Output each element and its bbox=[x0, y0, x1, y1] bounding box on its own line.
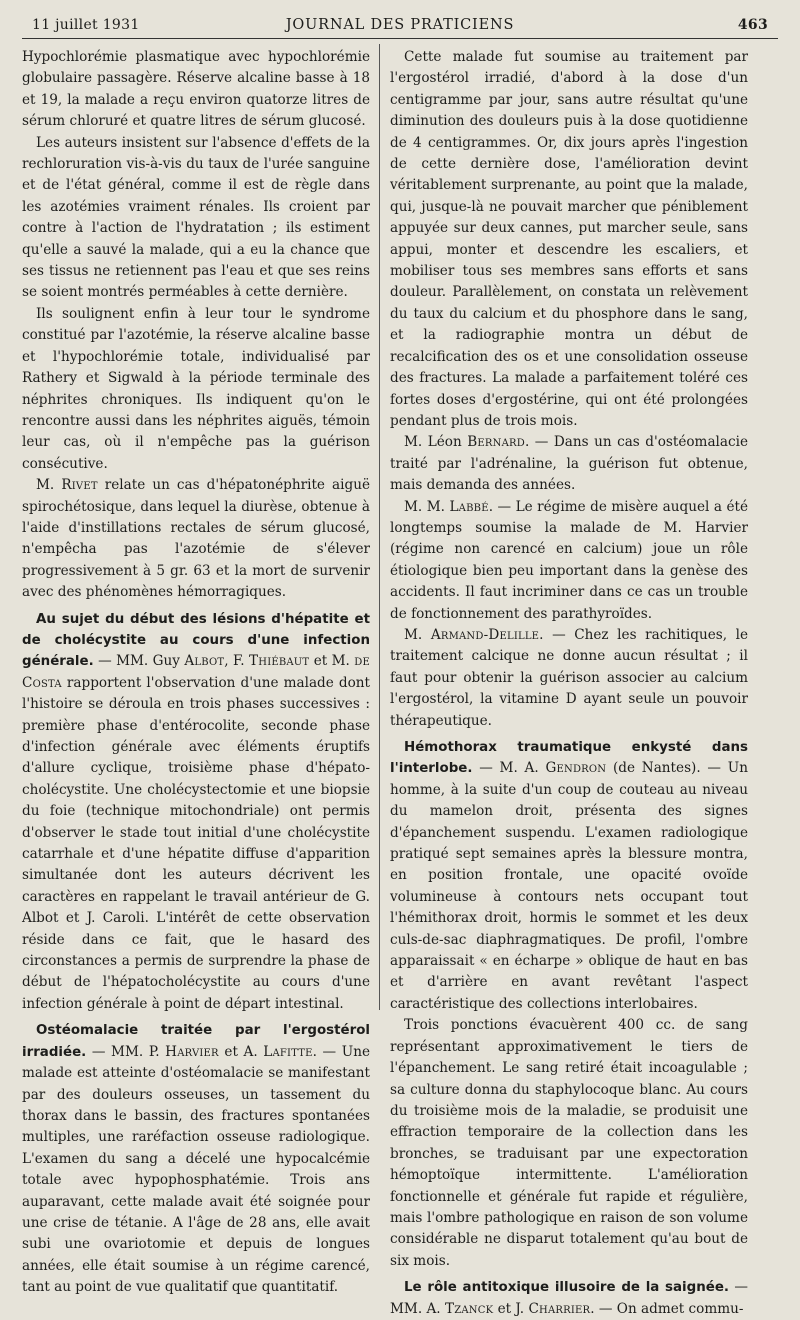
author-separator: , F. bbox=[224, 653, 249, 670]
section-title: Le rôle antitoxique illusoire de la saignée. bbox=[404, 1280, 730, 1296]
author-name: Bernard bbox=[467, 434, 525, 451]
paragraph: Ils soulignent enfin à leur tour le syndrome constitué par l'azotémie, la réserve alcaline basse et l'hypochlorémie totale, individualisé par Rathery et Sigwald à la période terminale des néphrites chroniques. Ils indiquent qu'on le rencontre aussi dans les néphrites aiguës, témoin leur cas, où il n'empêche pas la guérison consécutive. bbox=[22, 305, 370, 472]
section-title: Ostéomalacie traitée par l'ergostérol irradiée. bbox=[22, 1023, 370, 1060]
left-column bbox=[22, 47, 370, 1296]
author-prefix: M. Léon bbox=[404, 434, 468, 451]
author-prefix: M. bbox=[36, 477, 62, 494]
author-name: Labbé bbox=[449, 498, 489, 515]
author-separator: et J. bbox=[493, 1300, 529, 1317]
author-prefix: M. M. bbox=[404, 498, 450, 515]
paragraph-text: rapportent l'observation d'une malade dont l'histoire se déroula en trois phases successives : première phase d'entérocolite, seconde phase d'infection générale avec éléments éruptifs d'allure cyclique, troisième phase d'hépato-cholécystite. Une cholécystectomie et une biopsie du foie (technique mitochondriale) ont permis d'observer le stade tout initial d'une cholécystite catarrhale et d'une hépatite diffuse d'apparition simultanée dont les auteurs décrivent les caractères en rappelant le travail antérieur de G. Albot et J. Caroli. L'intérêt de cette observation réside dans ce fait, que le hasard des circonstances a permis de surprendre la phase de début de l'hépatocholécystite au cours d'une infection générale à point de départ intestinal. bbox=[22, 674, 370, 1012]
paragraph-armand-delille bbox=[390, 625, 748, 732]
header-date: 11 juillet 1931 bbox=[32, 17, 140, 33]
author-separator: et A. bbox=[218, 1043, 264, 1060]
section-hepatite bbox=[22, 609, 370, 1016]
author-name: Tzanck bbox=[444, 1300, 494, 1317]
right-column bbox=[390, 47, 749, 1317]
author-prefix: M. bbox=[404, 626, 431, 643]
paragraph-text: . — Une malade est atteinte d'ostéomalacie se manifestant par des douleurs osseuses, un tassement du thorax dans le bassin, des fractures spontanées multiples, une raréfaction osseuse radiologique. L'examen du sang a décelé une hypocalcémie totale avec hypophosphatémie. Trois ans auparavant, cette malade avait été soignée pour une crise de tétanie. A l'âge de 28 ans, elle avait subi une ovariotomie et depuis de longues années, elle était soumise à un régime carencé, tant au point de vue qualitatif que quantitatif. bbox=[22, 1043, 370, 1296]
author-name: Thiébaut bbox=[249, 653, 310, 670]
header-journal-title: JOURNAL DES PRATICIENS bbox=[285, 17, 515, 33]
paragraph-text: relate un cas d'hépatonéphrite aiguë spirochétosique, dans lequel la diurèse, obtenue à l'aide d'instillations rectales de sérum glucosé, n'empêcha pas l'azotémie de s'élever progressivement à 5 gr. 63 et la mort de survenir avec des phénomènes hémorragiques. bbox=[22, 477, 370, 601]
paragraph: Hypochlorémie plasmatique avec hypochlorémie globulaire passagère. Réserve alcaline basse à 18 et 19, la malade a reçu environ quatorze litres de sérum chloruré et quatre litres de sérum glucosé. bbox=[22, 49, 370, 130]
author-name: Charrier bbox=[528, 1300, 591, 1317]
author-prefix: — M. A. bbox=[472, 760, 546, 777]
header-page-number: 463 bbox=[737, 17, 768, 33]
section-osteomalacie bbox=[22, 1020, 370, 1298]
paragraph-rivet bbox=[22, 475, 370, 603]
author-name: Lafitte bbox=[263, 1043, 313, 1060]
paragraph-text: . — Chez les rachitiques, le traitement calcique ne donne aucun résultat ; il faut pour obtenir la guérison associer au calcium l'ergostérol, la vitamine D ayant seule un pouvoir thérapeutique. bbox=[390, 626, 749, 729]
author-name: Albot bbox=[184, 653, 225, 670]
author-name: Harvier bbox=[165, 1043, 219, 1060]
paragraph: Cette malade fut soumise au traitement par l'ergostérol irradié, d'abord à la dose d'un centigramme par jour, sans autre résultat qu'une diminution des douleurs puis à la dose quotidienne de 4 centigrammes. Or, dix jours après l'ingestion de cette dernière dose, l'amélioration devint véritablement surprenante, au point que la malade, qui, jusque-là ne pouvait marcher que péniblement appuyée sur deux cannes, put marcher seule, sans appui, monter et descendre les escaliers, et mobiliser tous ses membres sans efforts et sans douleur. Parallèlement, on constata un relèvement du taux du calcium et du phosphore dans le sang, et la radiographie montra un début de recalcification des os et une consolidation osseuse des fractures. La malade a parfaitement toléré ces fortes doses d'ergostérine, qui ont été prolongées pendant plus de trois mois. bbox=[390, 49, 748, 429]
paragraph-labbe bbox=[390, 497, 748, 625]
page-header bbox=[22, 14, 778, 39]
author-prefix: — MM. Guy bbox=[93, 653, 185, 670]
section-hemothorax bbox=[390, 737, 748, 1015]
author-prefix: — MM. P. bbox=[86, 1043, 166, 1060]
author-prefix: — MM. A. bbox=[390, 1279, 749, 1317]
author-separator: et M. bbox=[309, 653, 355, 670]
section-title: Au sujet du début des lésions d'hépatite et de cholécystite au cours d'une infection générale. bbox=[22, 611, 370, 670]
paragraph: Trois ponctions évacuèrent 400 cc. de sang représentant approximativement le tiers de l'épanchement. Le sang retiré était incoagulable ; sa culture donna du staphylocoque blanc. Au cours du troisième mois de la maladie, se produisit une effraction temporaire de la collection dans les bronches, se traduisant par une expectoration hémoptoïque intermittente. L'amélioration fonctionnelle et générale fut rapide et régulière, mais l'ombre pathologique en raison de son volume considérable ne disparut totalement qu'au bout de six mois. bbox=[390, 1017, 748, 1269]
author-name: Gendron bbox=[545, 760, 607, 777]
author-name: de Costa bbox=[22, 653, 370, 691]
paragraph-text: . — Dans un cas d'ostéomalacie traité par l'adrénaline, la guérison fut obtenue, mais demanda des années. bbox=[390, 434, 749, 494]
paragraph-text: . — Le régime de misère auquel a été longtemps soumise la malade de M. Harvier (régime non carencé en calcium) joue un rôle étiologique bien peu important dans la genèse des accidents. Il faut incriminer dans ce cas un trouble de fonctionnement des parathyroïdes. bbox=[390, 498, 748, 622]
section-saignee bbox=[390, 1277, 748, 1320]
paragraph-text: . — On admet commu- bbox=[590, 1300, 744, 1317]
author-name: Rivet bbox=[61, 477, 98, 494]
paragraph: Les auteurs insistent sur l'absence d'effets de la rechloruration vis-à-vis du taux de l'urée sanguine et de l'état général, comme il est de règle dans les azotémies vraiment rénales. Ils croient par contre à l'action de l'hydratation ; ils estiment qu'elle a sauvé la malade, qui a eu la chance que ses tissus ne retiennent pas l'eau et que ses reins se soient montrés perméables à cette dernière. bbox=[22, 134, 370, 301]
author-name: Armand-Delille bbox=[430, 626, 540, 643]
paragraph-bernard bbox=[390, 432, 748, 496]
paragraph-text: (de Nantes). — Un homme, à la suite d'un coup de couteau au niveau du mamelon droit, présenta des signes d'épanchement suspendu. L'examen radiologique pratiqué sept semaines après la blessure montra, en position frontale, une opacité ovoïde volumineuse à contours nets occupant tout l'hémithorax droit, hormis le sommet et les deux culs-de-sac diaphragmatiques. De profil, l'ombre apparaissait « en écharpe » oblique de haut en bas et d'arrière en avant revêtant l'aspect caractéristique des collections interlobaires. bbox=[390, 760, 748, 1012]
column-divider bbox=[379, 44, 380, 1010]
section-title: Hémothorax traumatique enkysté dans l'interlobe. bbox=[390, 740, 748, 777]
